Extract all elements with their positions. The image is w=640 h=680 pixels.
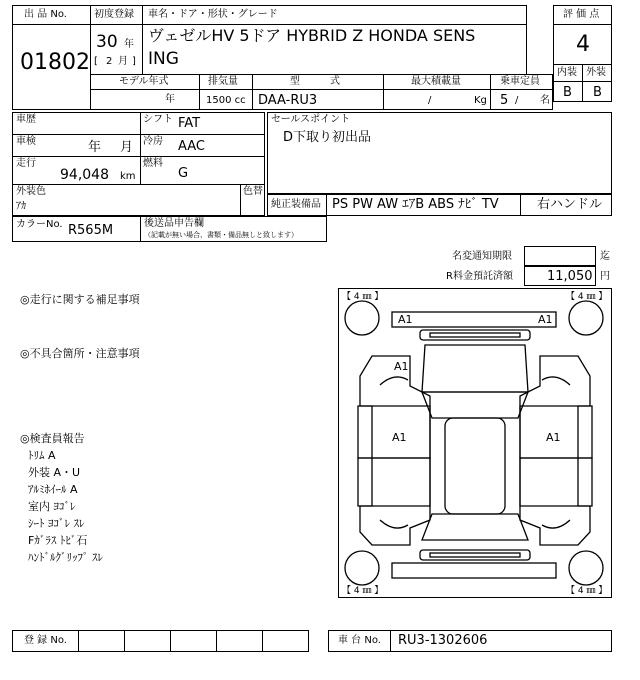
tire-rear-left (345, 551, 379, 585)
inspector-heading: ◎検査員報告 (20, 432, 85, 445)
exterior-label: 外装 (586, 67, 606, 78)
reg-no-label: 登 録 No. (24, 635, 67, 646)
capacity-value: 5 (500, 93, 509, 108)
tire-depth-fr: 【 4 ㎜ 】 (566, 292, 608, 302)
rear-garnish (420, 550, 530, 560)
model-year-label: モデル年式 (119, 76, 169, 87)
first-reg-month: 2 (106, 56, 113, 67)
recycle-label: R料金預託済額 (446, 271, 513, 282)
doc-note: （記載が無い場合、書類・備品無しと致します） (144, 231, 298, 239)
car-name-label: 車名・ドア・形状・グレード (148, 9, 278, 20)
steering-side: 右ハンドル (537, 197, 603, 212)
windshield (422, 392, 528, 418)
hood (422, 345, 528, 392)
ac-value: AAC (178, 139, 205, 154)
damage-mark: A1 (546, 431, 561, 444)
mileage-value: 94,048 (60, 167, 109, 183)
fuel-label: 燃料 (143, 158, 163, 169)
color-no-value: R565M (68, 223, 114, 238)
interior-grade: B (563, 85, 572, 100)
damage-mark: A1 (392, 431, 407, 444)
equipment-label: 純正装備品 (271, 199, 321, 210)
inspector-line: ｱﾙﾐﾎｲｰﾙ A (28, 483, 78, 496)
rear-bumper (392, 563, 556, 578)
rear-window (422, 514, 528, 540)
month-close-bracket: ] (132, 56, 136, 67)
model-year-unit: 年 (165, 94, 175, 105)
tire-depth-fl: 【 4 ㎜ 】 (342, 292, 384, 302)
chassis-label: 車 台 No. (338, 635, 381, 646)
overall-grade: 4 (576, 32, 590, 57)
inspector-line: 外装 A・U (28, 466, 81, 479)
model-type: DAA-RU3 (258, 93, 318, 108)
tire-depth-rr: 【 4 ㎜ 】 (566, 586, 608, 596)
car-name-line1: ヴェゼルHV 5ドア HYBRID Z HONDA SENS (148, 26, 476, 45)
inspection-label: 車検 (16, 136, 36, 147)
capacity-separator: / (515, 95, 519, 106)
lot-label: 出 品 No. (24, 9, 67, 20)
chassis-number: RU3-1302606 (398, 633, 488, 648)
tire-rear-right (569, 551, 603, 585)
color-no-label: カラーNo. (16, 219, 63, 230)
front-bumper (392, 312, 556, 327)
mileage-unit: km (120, 171, 136, 182)
name-change-unit: 迄 (600, 251, 610, 262)
tire-front-right (569, 301, 603, 335)
month-unit: 月 (118, 56, 128, 67)
history-label: 車歴 (16, 114, 36, 125)
sales-point-value: D下取り初出品 (283, 130, 372, 145)
inspection-year: 年 (88, 140, 102, 155)
capacity-label: 乗車定員 (500, 76, 540, 87)
ac-label: 冷房 (143, 136, 163, 147)
first-reg-year: 30 (96, 32, 118, 52)
right-side-panel (520, 356, 590, 545)
max-load-unit: Kg (474, 95, 487, 106)
damage-mark: A1 (398, 313, 413, 326)
damage-mark: A1 (538, 313, 553, 326)
lot-number: 01802 (20, 50, 90, 75)
displacement-label: 排気量 (208, 76, 238, 87)
type-label: 型 式 (290, 76, 340, 87)
left-side-panel (360, 356, 430, 545)
exterior-grade: B (593, 85, 602, 100)
driving-heading: ◎走行に関する補足事項 (20, 293, 140, 306)
displacement-value: 1500 cc (206, 95, 246, 106)
tire-depth-rl: 【 4 ㎜ 】 (342, 586, 384, 596)
month-open-bracket: [ (94, 56, 98, 67)
interior-label: 内装 (557, 67, 577, 78)
year-unit: 年 (124, 39, 134, 50)
exterior-color-value: ｱｶ (16, 201, 26, 212)
inspector-line: ﾄﾘﾑ A (28, 449, 56, 462)
mileage-label: 走行 (16, 158, 36, 169)
inspector-line: 室内 ﾖｺﾞﾚ (28, 500, 76, 513)
max-load-label: 最大積載量 (411, 76, 461, 87)
damage-mark: A1 (394, 360, 409, 373)
recycle-unit: 円 (600, 271, 610, 282)
front-grille (420, 330, 530, 340)
equipment-list: PS PW AW ｴｱB ABS ﾅﾋﾞ TV (332, 197, 499, 212)
shift-value: FAT (178, 116, 201, 131)
exterior-color-label: 外装色 (16, 186, 46, 197)
car-name-line2: ING (148, 49, 179, 69)
inspector-line: ﾊﾝﾄﾞﾙｸﾞﾘｯﾌﾟ ｽﾚ (28, 551, 103, 564)
inspector-line: Fｶﾞﾗｽ ﾄﾋﾞ石 (28, 534, 88, 547)
roof (445, 418, 505, 514)
first-reg-label: 初度登録 (94, 9, 134, 20)
shift-label: シフト (143, 114, 173, 125)
defects-heading: ◎不具合箇所・注意事項 (20, 347, 140, 360)
capacity-unit: 名 (540, 95, 550, 106)
doc-label: 後送品申告欄 (144, 218, 204, 229)
fuel-value: G (178, 166, 189, 181)
sales-point-label: セールスポイント (271, 114, 351, 125)
max-load-separator: / (428, 95, 432, 106)
inspector-line: ｼｰﾄ ﾖｺﾞﾚ ｽﾚ (28, 517, 85, 530)
inspection-month: 月 (120, 140, 134, 155)
name-change-label: 名変通知期限 (452, 251, 512, 262)
tire-front-left (345, 301, 379, 335)
grade-label: 評 価 点 (563, 9, 600, 20)
color-change-label: 色替 (243, 186, 263, 197)
recycle-fee: 11,050 (547, 269, 593, 284)
